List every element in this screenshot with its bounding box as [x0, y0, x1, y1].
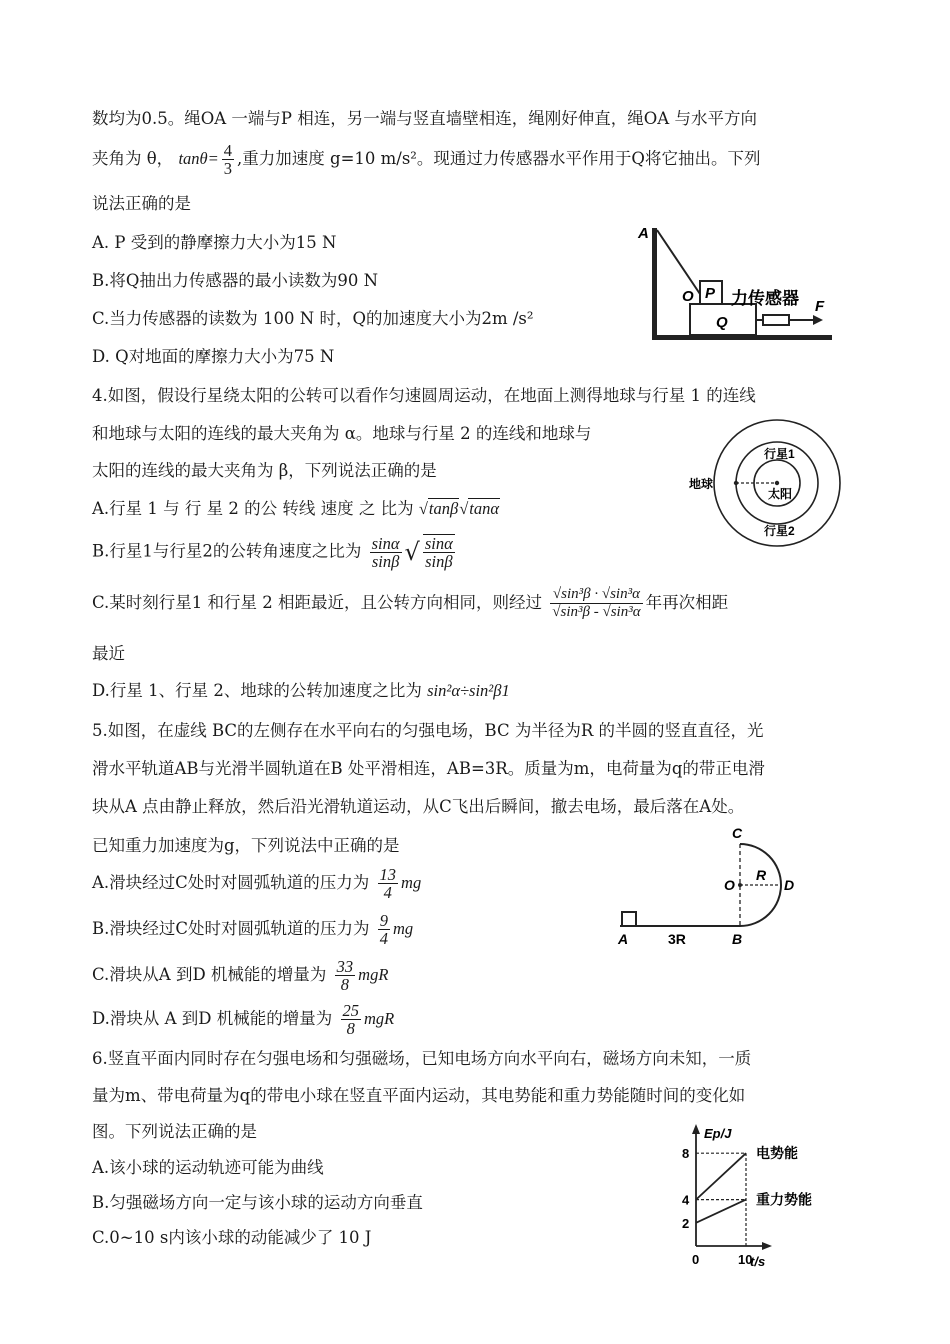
- x-axis-arrow: [762, 1242, 772, 1250]
- q3-option-a: A. P 受到的静摩擦力大小为15 N: [92, 233, 337, 252]
- force-sensor: [763, 315, 789, 325]
- series-label-1: 电势能: [756, 1145, 798, 1162]
- q4-a-expr-2: tanα: [469, 499, 500, 518]
- q3-option-b: B.将Q抽出力传感器的最小读数为90 N: [92, 271, 379, 290]
- q5-c-fraction: [335, 958, 356, 993]
- q6-line-3: 图。下列说法正确的是: [92, 1122, 257, 1141]
- q3-line-2-lead: 夹角为 θ，: [92, 149, 179, 168]
- y-tick-label: 2: [682, 1215, 690, 1231]
- q3-line-2-tail: ,重力加速度 g=10 m/s²。现通过力传感器水平作用于Q将它抽出。下列: [237, 149, 761, 168]
- q5-b-num: 9: [379, 911, 388, 930]
- q4-b-num: sinα: [371, 533, 400, 553]
- q4-c-den: √sin³β - √sin³α: [552, 604, 641, 620]
- x-tick-label: 0: [692, 1252, 700, 1267]
- label-o: O: [682, 288, 694, 305]
- q3-option-c: C.当力传感器的读数为 100 N 时，Q的加速度大小为2m /s²: [92, 309, 534, 328]
- q4-option-d-text: D.行星 1、行星 2、地球的公转加速度之比为: [92, 681, 422, 700]
- q4-line-3: 太阳的连线的最大夹角为 β，下列说法正确的是: [92, 461, 437, 480]
- q5-a-den: 4: [383, 883, 392, 902]
- label-r: R: [756, 867, 767, 883]
- q5-option-c: [92, 958, 388, 993]
- q5-option-a: [92, 866, 421, 901]
- q5-line-1: 5.如图，在虚线 BC的左侧存在水平向右的匀强电场，BC 为半径为R 的半圆的竖直直径，光: [92, 721, 764, 740]
- q5-d-den: 8: [346, 1019, 355, 1038]
- q3-tan-label: tanθ=: [178, 149, 219, 168]
- q3-tan-den: 3: [223, 159, 233, 178]
- q5-a-fraction: [378, 866, 399, 901]
- label-planet-2: 行星2: [764, 524, 795, 538]
- label-f: F: [815, 298, 825, 315]
- q3-line-3: 说法正确的是: [92, 194, 191, 213]
- q4-option-d: [92, 680, 510, 702]
- q6-option-b: B.匀强磁场方向一定与该小球的运动方向垂直: [92, 1193, 423, 1212]
- q4-d-expr: sin²α÷sin²β1: [427, 681, 510, 700]
- q4-option-c-tail: 年再次相距: [645, 593, 729, 612]
- q4-option-c-line-2: 最近: [92, 644, 125, 663]
- q4-option-b: B.行星1与行星2的公转角速度之比为 $\frac{\sin\alpha}{\sin\beta}$ √ $\frac{\sin\alpha}{\sin\beta}$: [92, 533, 453, 571]
- q5-line-3: 块从A 点由静止释放，然后沿光滑轨道运动，从C飞出后瞬间，撤去电场，最后落在A处。: [92, 797, 745, 816]
- q5-option-d: [92, 1002, 394, 1037]
- q3-line-1: 数均为0.5。绳OA 一端与P 相连，另一端与竖直墙壁相连，绳刚好伸直，绳OA 与水平方向: [92, 109, 757, 128]
- label-sensor: 力传感器: [731, 289, 799, 308]
- earth-dot: [734, 481, 738, 485]
- q5-option-b: [92, 912, 413, 947]
- q4-option-a: [92, 498, 500, 520]
- q3-figure: [630, 218, 840, 348]
- y-tick-label: 8: [682, 1146, 690, 1162]
- q4-a-root-1: √tanβ: [418, 499, 459, 518]
- q4-a-expr-1: tanβ: [428, 499, 459, 518]
- label-d: D: [784, 877, 795, 893]
- q5-d-fraction: [341, 1002, 362, 1037]
- q4-figure: [684, 418, 854, 548]
- q4-option-b-text: B.行星1与行星2的公转角速度之比为: [92, 541, 362, 561]
- label-earth: 地球: [689, 477, 714, 491]
- q5-a-unit: mg: [401, 873, 422, 892]
- q4-b-root-num: sinα: [424, 534, 453, 553]
- q4-option-c: [92, 586, 728, 621]
- label-a: A: [638, 225, 649, 242]
- q4-b-den: sinβ: [371, 551, 400, 571]
- y-tick-label: 4: [682, 1192, 690, 1208]
- series-line-2: [696, 1200, 746, 1223]
- q5-b-den: 4: [379, 929, 388, 948]
- series-label-2: 重力势能: [756, 1191, 812, 1208]
- rope-oa: [657, 230, 700, 294]
- q5-option-d-text: D.滑块从 A 到D 机械能的增量为: [92, 1009, 333, 1028]
- q4-b-root-den: sinβ: [425, 552, 453, 571]
- sun-dot: [775, 481, 779, 485]
- q5-d-num: 25: [342, 1001, 360, 1020]
- q4-line-1: 4.如图，假设行星绕太阳的公转可以看作匀速圆周运动，在地面上测得地球与行星 1 的连线: [92, 386, 756, 405]
- q5-c-unit: mgR: [358, 965, 389, 984]
- q5-line-2: 滑水平轨道AB与光滑半圆轨道在B 处平滑相连，AB=3R。质量为m，电荷量为q的带正电滑: [92, 759, 765, 778]
- center-o: [738, 883, 742, 887]
- label-ab-length: 3R: [668, 931, 686, 947]
- q4-option-c-text: C.某时刻行星1 和行星 2 相距最近，且公转方向相同，则经过: [92, 593, 543, 612]
- q5-a-num: 13: [379, 865, 397, 884]
- wall: [652, 228, 657, 340]
- q4-b-root-fraction: [423, 534, 455, 570]
- q4-line-2: 和地球与太阳的连线的最大夹角为 α。地球与行星 2 的连线和地球与: [92, 424, 592, 443]
- q5-c-den: 8: [340, 975, 350, 994]
- q5-c-num: 33: [336, 957, 354, 976]
- label-q: Q: [716, 314, 728, 331]
- q6-option-c: C.0~10 s内该小球的动能减少了 10 J: [92, 1228, 372, 1247]
- arrow-f: [813, 315, 823, 325]
- q4-a-root-2: √tanα: [459, 499, 500, 518]
- slider-block: [622, 912, 636, 926]
- x-tick-label: 10: [738, 1252, 753, 1267]
- q4-b-fraction: [370, 535, 402, 570]
- q5-line-4: 已知重力加速度为g，下列说法中正确的是: [92, 836, 400, 855]
- label-a: A: [618, 931, 629, 947]
- q3-option-d: D. Q对地面的摩擦力大小为75 N: [92, 347, 335, 366]
- q6-chart: [672, 1122, 832, 1268]
- label-o: O: [724, 877, 735, 893]
- label-sun: 太阳: [768, 487, 793, 501]
- q5-b-fraction: [378, 912, 390, 947]
- label-p: P: [705, 285, 716, 302]
- label-planet-1: 行星1: [764, 447, 795, 461]
- q5-option-a-text: A.滑块经过C处时对圆弧轨道的压力为: [92, 873, 370, 892]
- q3-tan-num: 4: [223, 141, 233, 160]
- y-axis-label: Ep/J: [704, 1126, 732, 1141]
- q4-c-num: √sin³β · √sin³α: [550, 586, 642, 604]
- q6-line-2: 量为m、带电荷量为q的带电小球在竖直平面内运动，其电势能和重力势能随时间的变化如: [92, 1086, 746, 1105]
- q4-option-a-text: A.行星 1 与 行 星 2 的公 转线 速度 之 比为: [92, 499, 414, 518]
- label-b: B: [732, 931, 743, 947]
- q3-line-2: [92, 142, 760, 177]
- label-c: C: [732, 825, 743, 841]
- q4-c-fraction: [550, 586, 642, 621]
- q5-figure: [612, 822, 812, 952]
- series-line-1: [696, 1153, 746, 1199]
- q6-option-a: A.该小球的运动轨迹可能为曲线: [92, 1158, 324, 1177]
- y-axis-arrow: [692, 1124, 700, 1134]
- q5-d-unit: mgR: [364, 1009, 395, 1028]
- q6-line-1: 6.竖直平面内同时存在匀强电场和匀强磁场，已知电场方向水平向右，磁场方向未知，一质: [92, 1049, 752, 1068]
- q5-option-c-text: C.滑块从A 到D 机械能的增量为: [92, 965, 327, 984]
- q5-option-b-text: B.滑块经过C处时对圆弧轨道的压力为: [92, 919, 370, 938]
- q5-b-unit: mg: [393, 919, 414, 938]
- x-axis-label: t/s: [750, 1254, 766, 1268]
- q3-tan-fraction: [222, 142, 234, 177]
